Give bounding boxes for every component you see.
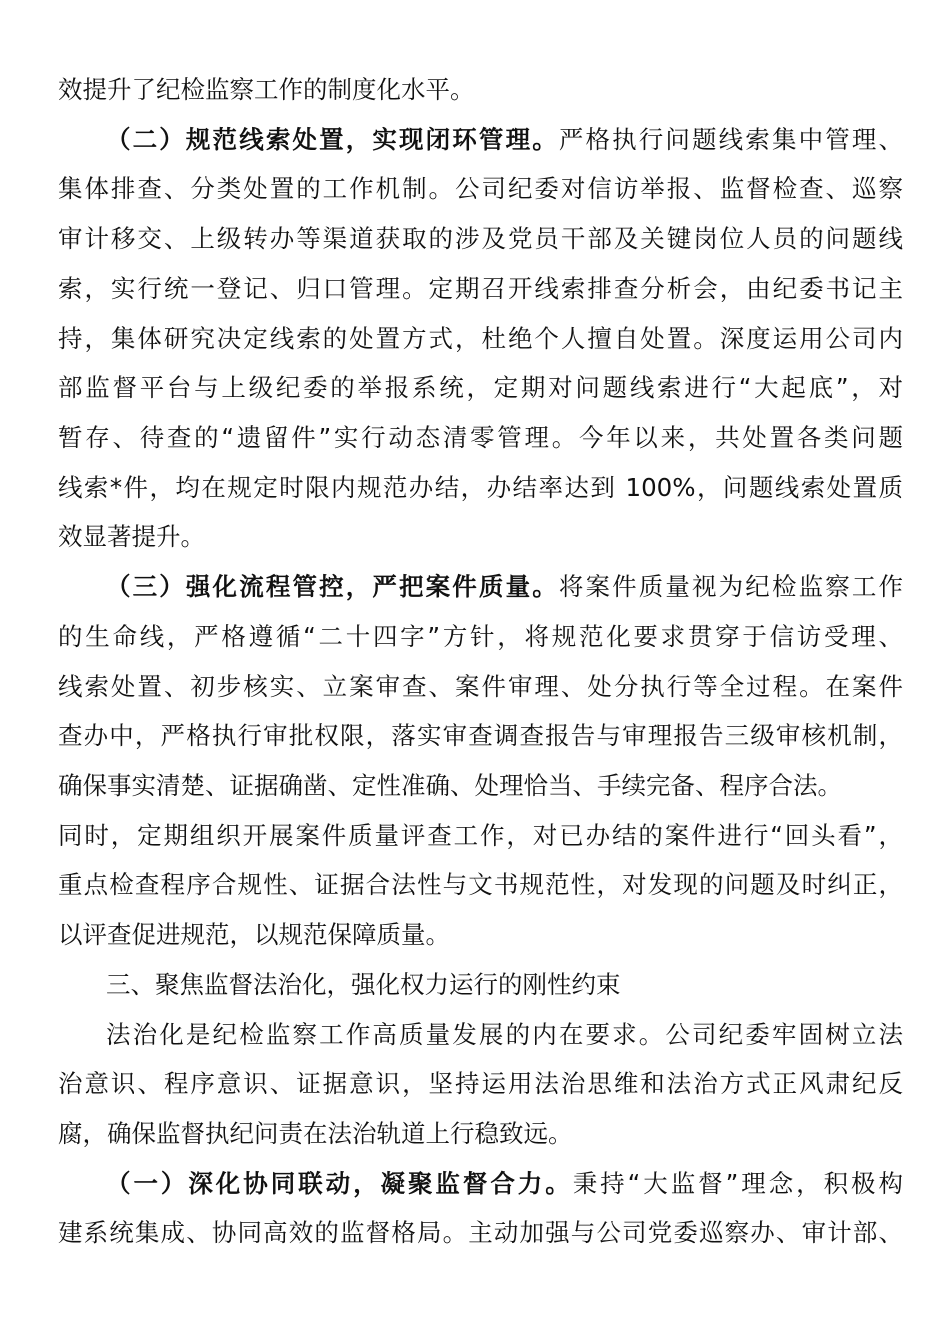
- paragraph-line: 建系统集成、协同高效的监督格局。主动加强与公司党委巡察办、审计部、: [58, 1218, 903, 1247]
- paragraph-line: 查办中，严格执行审批权限，落实审查调查报告与审理报告三级审核机制，: [58, 721, 903, 750]
- paragraph-line: 的生命线，严格遵循“二十四字”方针，将规范化要求贯穿于信访受理、: [58, 622, 903, 651]
- paragraph-line: 法治化是纪检监察工作高质量发展的内在要求。公司纪委牢固树立法: [106, 1020, 903, 1049]
- paragraph-line: 同时，定期组织开展案件质量评查工作，对已办结的案件进行“回头看”，: [58, 821, 903, 850]
- section-heading: （三）强化流程管控，严把案件质量。: [106, 572, 559, 601]
- paragraph-line: 索，实行统一登记、归口管理。定期召开线索排查分析会，由纪委书记主: [58, 274, 903, 303]
- paragraph-line: 审计移交、上级转办等渠道获取的涉及党员干部及关键岗位人员的问题线: [58, 224, 903, 253]
- section-heading-line: （二）规范线索处置，实现闭环管理。严格执行问题线索集中管理、: [106, 125, 903, 154]
- section-heading-line: （一）深化协同联动，凝聚监督合力。秉持“大监督”理念，积极构: [106, 1169, 903, 1198]
- paragraph-line: 效显著提升。: [58, 522, 205, 551]
- section-heading: （一）深化协同联动，凝聚监督合力。: [106, 1169, 573, 1198]
- paragraph-line: 治意识、程序意识、证据意识，坚持运用法治思维和法治方式正风肃纪反: [58, 1069, 903, 1098]
- chapter-heading: 三、聚焦监督法治化，强化权力运行的刚性约束: [106, 970, 621, 999]
- paragraph-line: 线索处置、初步核实、立案审查、案件审理、处分执行等全过程。在案件: [58, 672, 903, 701]
- paragraph-line: 线索*件，均在规定时限内规范办结，办结率达到 100%，问题线索处置质: [58, 473, 903, 502]
- paragraph-line: 持，集体研究决定线索的处置方式，杜绝个人擅自处置。深度运用公司内: [58, 324, 903, 353]
- section-heading: （二）规范线索处置，实现闭环管理。: [106, 125, 559, 154]
- paragraph-line: 集体排查、分类处置的工作机制。公司纪委对信访举报、监督检查、巡察: [58, 174, 903, 203]
- paragraph-line: 以评查促进规范，以规范保障质量。: [58, 920, 450, 949]
- paragraph-line: 确保事实清楚、证据确凿、定性准确、处理恰当、手续完备、程序合法。: [58, 771, 842, 800]
- paragraph-line: 暂存、待查的“遗留件”实行动态清零管理。今年以来，共处置各类问题: [58, 423, 903, 452]
- paragraph-line: 腐，确保监督执纪问责在法治轨道上行稳致远。: [58, 1119, 573, 1148]
- section-heading-line: （三）强化流程管控，严把案件质量。将案件质量视为纪检监察工作: [106, 572, 903, 601]
- paragraph-line: 效提升了纪检监察工作的制度化水平。: [58, 75, 475, 104]
- paragraph-line: 重点检查程序合规性、证据合法性与文书规范性，对发现的问题及时纠正，: [58, 870, 903, 899]
- paragraph-line: 部监督平台与上级纪委的举报系统，定期对问题线索进行“大起底”，对: [58, 373, 903, 402]
